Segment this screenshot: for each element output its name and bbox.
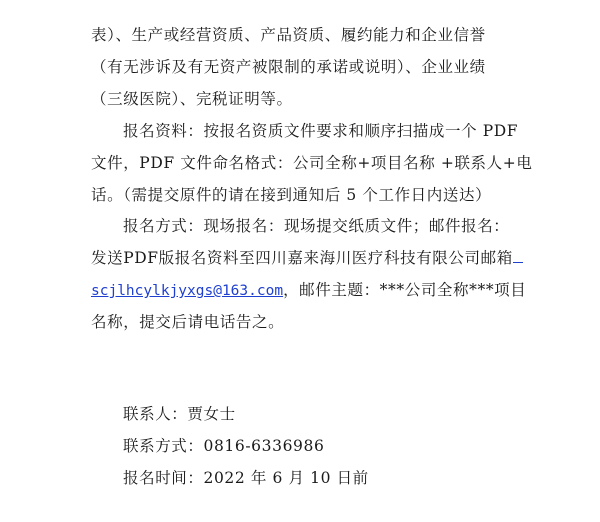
doc-line: 话。（需提交原件的请在接到通知后 5 个工作日内送达） [91,186,492,204]
doc-line: 名称，提交后请电话告之。 [91,313,285,331]
registration-deadline: 报名时间：2022 年 6 月 10 日前 [123,469,369,487]
contact-phone: 联系方式：0816-6336986 [123,437,325,455]
doc-line [91,280,526,301]
doc-line: 表）、生产或经营资质、产品资质、履约能力和企业信誉 [91,26,486,44]
doc-line: 文件，PDF 文件命名格式：公司全称+项目名称 +联系人+电 [91,154,533,172]
doc-line: （三级医院）、完税证明等。 [91,90,293,108]
doc-line [91,248,523,268]
contact-person: 联系人：贾女士 [123,405,236,423]
doc-line-text: ，邮件主题：***公司全称***项目 [283,281,527,299]
doc-line-text: 发送PDF版报名资料至四川嘉来海川医疗科技有限公司邮箱 [91,249,513,267]
doc-line: 报名资料：按报名资质文件要求和顺序扫描成一个 PDF [123,122,519,140]
doc-line: （有无涉诉及有无资产被限制的承诺或说明）、企业业绩 [91,58,486,76]
email-link[interactable]: scjlhcylkjyxgs@163.com [91,283,284,299]
doc-line: 报名方式：现场报名：现场提交纸质文件；邮件报名： [123,217,510,235]
email-link-underline [513,248,523,263]
